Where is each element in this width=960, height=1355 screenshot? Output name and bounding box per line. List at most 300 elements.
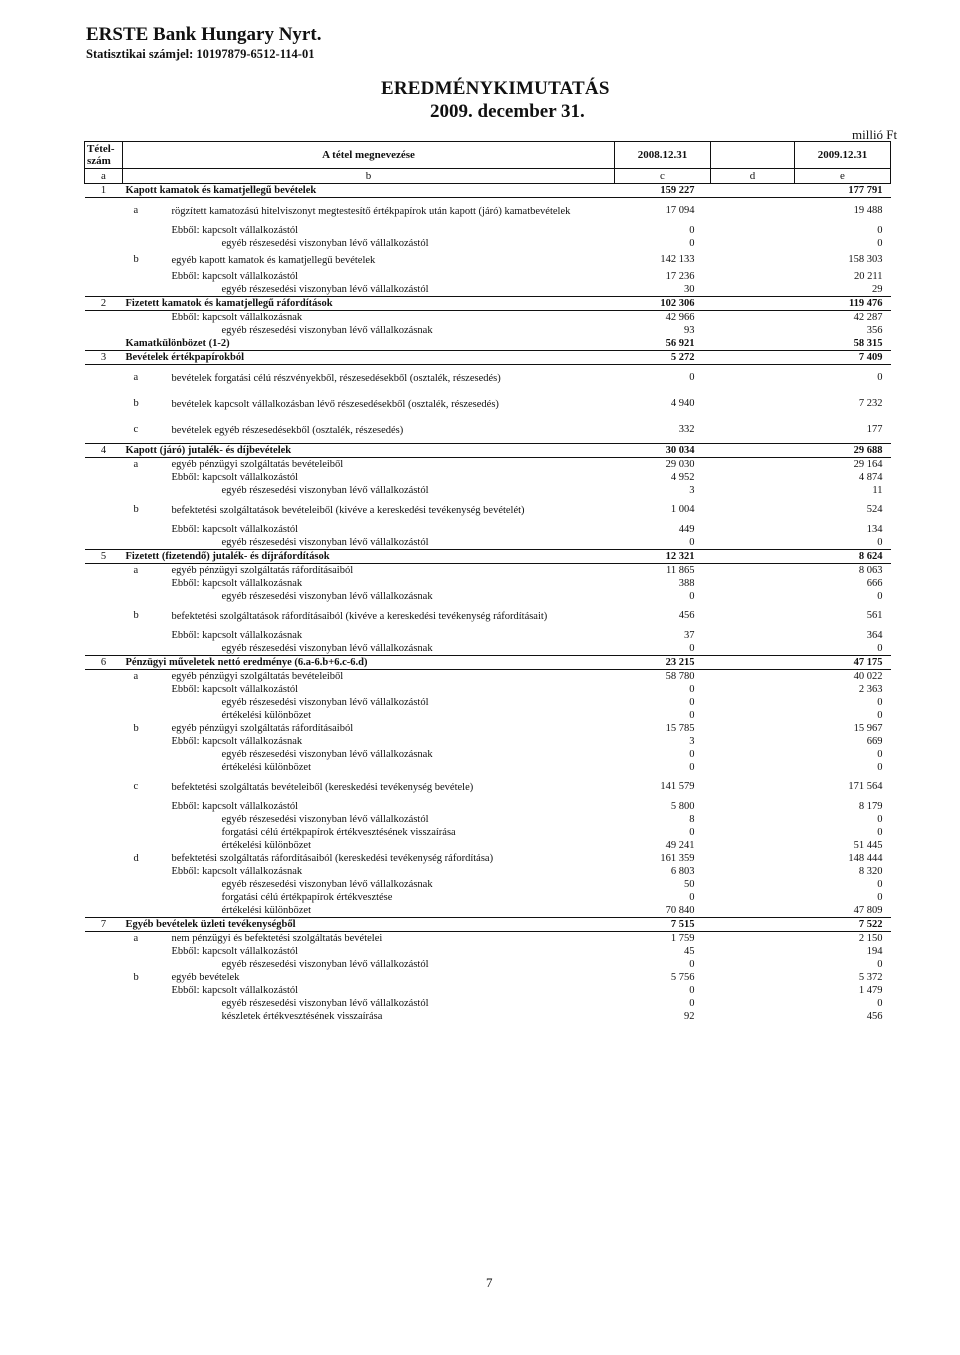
item-label-text: Ebből: kapcsolt vállalkozásnak — [171, 736, 303, 747]
table-row — [85, 590, 891, 603]
item-number — [85, 603, 123, 629]
value-2009: 19 488 — [853, 205, 883, 216]
table-row — [85, 270, 891, 283]
item-label — [123, 984, 615, 997]
value-2009: 0 — [877, 224, 883, 236]
item-label — [123, 391, 615, 417]
value-2009: 0 — [877, 748, 883, 760]
value-2009: 8 179 — [858, 800, 883, 812]
value-2009: 15 967 — [853, 722, 883, 734]
col-header-2009: 2009.12.31 — [795, 142, 891, 169]
sub-item-letter: a — [133, 372, 139, 383]
value-2008: 8 — [689, 813, 695, 825]
table-row — [85, 283, 891, 297]
value-2009: 666 — [866, 577, 883, 589]
empty-cell — [711, 458, 795, 472]
sub-item-letter: b — [133, 254, 139, 265]
item-label-text: nem pénzügyi és befektetési szolgáltatás bevételei — [171, 933, 383, 944]
value-2008: 0 — [689, 748, 695, 760]
value-2009: 177 791 — [795, 184, 891, 198]
item-label-text: Ebből: kapcsolt vállalkozásnak — [171, 630, 303, 641]
item-number — [85, 270, 123, 283]
table-row — [85, 224, 891, 237]
item-label-text: egyéb részesedési viszonyban lévő vállalkozástól — [221, 959, 429, 970]
item-label-text: egyéb pénzügyi szolgáltatás ráfordításaiból — [171, 723, 354, 734]
value-2009: 8 624 — [795, 550, 891, 564]
value-2008: 332 — [678, 424, 695, 435]
item-label — [123, 642, 615, 656]
item-number — [85, 391, 123, 417]
value-2008: 0 — [689, 590, 695, 602]
table-row — [85, 958, 891, 971]
table-row — [85, 945, 891, 958]
item-number — [85, 722, 123, 735]
empty-cell — [711, 324, 795, 337]
table-row — [85, 365, 891, 392]
empty-cell — [711, 800, 795, 813]
value-2009: 40 022 — [853, 670, 883, 682]
value-2008: 0 — [689, 997, 695, 1009]
value-2009: 51 445 — [853, 839, 883, 851]
table-row — [85, 417, 891, 444]
table-row — [85, 198, 891, 225]
item-label — [123, 365, 615, 392]
header-row — [85, 142, 891, 169]
empty-cell — [711, 497, 795, 523]
value-2008: 388 — [678, 577, 695, 589]
item-label-text: Ebből: kapcsolt vállalkozástól — [171, 946, 299, 957]
value-2008: 70 840 — [665, 904, 695, 916]
item-label — [123, 337, 615, 351]
item-label-text: Ebből: kapcsolt vállalkozástól — [171, 684, 299, 695]
item-label — [123, 709, 615, 722]
value-2008: 15 785 — [665, 722, 695, 734]
value-2009: 0 — [877, 372, 883, 383]
item-number — [85, 826, 123, 839]
empty-cell — [711, 670, 795, 684]
item-label-text: egyéb részesedési viszonyban lévő vállalkozásnak — [221, 325, 433, 336]
empty-cell — [711, 270, 795, 283]
item-number: 2 — [85, 297, 123, 311]
table-row — [85, 523, 891, 536]
empty-cell — [711, 696, 795, 709]
table-row — [85, 813, 891, 826]
value-2009: 4 874 — [858, 471, 883, 483]
value-2008: 5 800 — [670, 800, 695, 812]
col-letter-e: e — [795, 169, 891, 184]
item-label — [123, 932, 615, 946]
item-label-text: Pénzügyi műveletek nettó eredménye (6.a-6.b+6.c-6.d) — [125, 657, 368, 668]
document-title: EREDMÉNYKIMUTATÁS — [381, 78, 610, 99]
value-2009: 58 315 — [853, 337, 883, 349]
item-number: 6 — [85, 656, 123, 670]
value-2008: 23 215 — [615, 656, 711, 670]
item-number — [85, 577, 123, 590]
document-date: 2009. december 31. — [430, 101, 585, 122]
value-2009: 158 303 — [848, 254, 883, 265]
empty-cell — [711, 852, 795, 865]
item-label — [123, 826, 615, 839]
value-2008: 159 227 — [615, 184, 711, 198]
bank-name: ERSTE Bank Hungary Nyrt. — [86, 24, 322, 45]
item-number — [85, 1010, 123, 1023]
empty-cell — [711, 839, 795, 852]
item-number — [85, 237, 123, 250]
value-2008: 30 034 — [615, 444, 711, 458]
value-2009: 0 — [877, 891, 883, 903]
sub-item-letter: b — [133, 610, 139, 621]
table-row — [85, 536, 891, 550]
value-2009: 20 211 — [854, 270, 883, 282]
item-label-text: egyéb pénzügyi szolgáltatás ráfordításaiból — [171, 565, 354, 576]
item-label-text: befektetési szolgáltatás bevételeiből (kereskedési tevékenység bevétele) — [171, 781, 474, 793]
empty-cell — [711, 761, 795, 774]
table-row — [85, 800, 891, 813]
empty-cell — [711, 471, 795, 484]
table-row — [85, 564, 891, 578]
item-label-text: bevételek egyéb részesedésekből (osztalék, részesedés) — [171, 424, 404, 436]
value-2008: 37 — [684, 629, 695, 641]
table-row — [85, 629, 891, 642]
table-row — [85, 237, 891, 250]
item-label-text: egyéb részesedési viszonyban lévő vállalkozásnak — [221, 879, 433, 890]
item-number — [85, 629, 123, 642]
item-number — [85, 904, 123, 918]
value-2009: 42 287 — [853, 311, 883, 323]
item-label-text: bevételek kapcsolt vállalkozásban lévő részesedésekből (osztalék, részesedés) — [171, 398, 499, 410]
table-row — [85, 484, 891, 497]
value-2008: 30 — [684, 283, 695, 295]
value-2009: 29 — [872, 283, 883, 295]
item-label — [123, 997, 615, 1010]
empty-cell — [711, 550, 795, 564]
sub-item-letter: a — [133, 932, 139, 944]
value-2008: 49 241 — [665, 839, 695, 851]
sub-item-letter: a — [133, 205, 139, 216]
sub-item-letter: b — [133, 504, 139, 515]
item-label-text: Bevételek értékpapírokból — [125, 352, 245, 363]
value-2008: 92 — [684, 1010, 695, 1022]
item-number: 7 — [85, 918, 123, 932]
value-2008: 0 — [689, 237, 695, 249]
item-number — [85, 250, 123, 270]
col-letter-d: d — [711, 169, 795, 184]
sub-item-letter: b — [133, 398, 139, 409]
table-row — [85, 351, 891, 365]
item-number — [85, 536, 123, 550]
table-row — [85, 656, 891, 670]
item-label-text: értékelési különbözet — [221, 762, 312, 773]
empty-cell — [711, 283, 795, 297]
item-label-text: Ebből: kapcsolt vállalkozásnak — [171, 312, 303, 323]
table-row — [85, 324, 891, 337]
item-label — [123, 748, 615, 761]
sub-item-letter: a — [133, 670, 139, 682]
value-2008: 3 — [689, 484, 695, 496]
value-2008: 1 759 — [670, 932, 695, 944]
value-2009: 7 232 — [858, 398, 883, 409]
value-2008: 6 803 — [670, 865, 695, 877]
item-label-text: egyéb pénzügyi szolgáltatás bevételeiből — [171, 671, 344, 682]
item-label-text: Ebből: kapcsolt vállalkozásnak — [171, 866, 303, 877]
item-number — [85, 878, 123, 891]
empty-cell — [711, 918, 795, 932]
sub-item-letter: b — [133, 722, 139, 734]
table-row — [85, 337, 891, 351]
table-row — [85, 497, 891, 523]
table-row — [85, 826, 891, 839]
item-label — [123, 417, 615, 444]
table-row — [85, 311, 891, 325]
item-label-text: egyéb részesedési viszonyban lévő vállalkozástól — [221, 238, 429, 249]
value-2008: 161 359 — [660, 852, 695, 864]
item-number — [85, 997, 123, 1010]
item-label-text: Fizetett kamatok és kamatjellegű ráfordítások — [125, 298, 333, 309]
value-2009: 0 — [877, 590, 883, 602]
item-label-text: Ebből: kapcsolt vállalkozástól — [171, 225, 299, 236]
col-header-item-name: A tétel megnevezése — [123, 142, 615, 169]
item-number — [85, 417, 123, 444]
empty-cell — [711, 709, 795, 722]
value-2009: 171 564 — [848, 781, 883, 792]
value-2009: 2 150 — [858, 932, 883, 944]
item-number — [85, 839, 123, 852]
table-row — [85, 577, 891, 590]
value-2009: 8 063 — [858, 564, 883, 576]
sub-item-letter: a — [133, 564, 139, 576]
empty-cell — [711, 603, 795, 629]
item-number — [85, 642, 123, 656]
value-2008: 45 — [684, 945, 695, 957]
item-label-text: egyéb részesedési viszonyban lévő vállalkozásnak — [221, 749, 433, 760]
value-2008: 0 — [689, 372, 695, 383]
table-row — [85, 852, 891, 865]
value-2008: 29 030 — [665, 458, 695, 470]
item-label — [123, 550, 615, 564]
value-2009: 8 320 — [858, 865, 883, 877]
item-label-text: Egyéb bevételek üzleti tevékenységből — [125, 919, 296, 930]
value-2009: 0 — [877, 642, 883, 654]
item-number: 1 — [85, 184, 123, 198]
item-label — [123, 283, 615, 297]
item-label — [123, 722, 615, 735]
value-2008: 449 — [678, 523, 695, 535]
empty-cell — [711, 536, 795, 550]
value-2009: 456 — [866, 1010, 883, 1022]
value-2008: 0 — [689, 984, 695, 996]
item-label-text: forgatási célú értékpapírok értékvesztésének visszaírása — [221, 827, 456, 838]
item-number — [85, 709, 123, 722]
table-row — [85, 735, 891, 748]
item-label — [123, 564, 615, 578]
statistical-id: Statisztikai számjel: 10197879-6512-114-01 — [86, 47, 315, 61]
item-label — [123, 865, 615, 878]
table-row — [85, 550, 891, 564]
value-2009: 29 164 — [853, 458, 883, 470]
item-label-text: értékelési különbözet — [221, 905, 312, 916]
value-2008: 5 272 — [615, 351, 711, 365]
item-label — [123, 270, 615, 283]
item-label-text: Ebből: kapcsolt vállalkozástól — [171, 985, 299, 996]
col-letter-c: c — [615, 169, 711, 184]
empty-cell — [711, 237, 795, 250]
table-body — [85, 184, 891, 1024]
value-2009: 29 688 — [795, 444, 891, 458]
item-label — [123, 945, 615, 958]
item-number: 3 — [85, 351, 123, 365]
value-2009: 561 — [866, 610, 883, 621]
item-label-text: értékelési különbözet — [221, 840, 312, 851]
item-number — [85, 984, 123, 997]
table-row — [85, 458, 891, 472]
value-2009: 47 175 — [795, 656, 891, 670]
table-row — [85, 444, 891, 458]
item-label-text: egyéb pénzügyi szolgáltatás bevételeiből — [171, 459, 344, 470]
value-2009: 0 — [877, 958, 883, 970]
table-row — [85, 696, 891, 709]
value-2008: 0 — [689, 642, 695, 654]
empty-cell — [711, 484, 795, 497]
empty-cell — [711, 417, 795, 444]
value-2008: 7 515 — [615, 918, 711, 932]
item-label-text: egyéb kapott kamatok és kamatjellegű bevételek — [171, 254, 376, 266]
item-label-text: forgatási célú értékpapírok értékvesztése — [221, 892, 393, 903]
item-label — [123, 458, 615, 472]
value-2009: 0 — [877, 826, 883, 838]
empty-cell — [711, 683, 795, 696]
value-2008: 3 — [689, 735, 695, 747]
item-label — [123, 1010, 615, 1023]
item-label-text: egyéb részesedési viszonyban lévő vállalkozástól — [221, 697, 429, 708]
value-2009: 11 — [872, 484, 883, 496]
header-letter-row — [85, 169, 891, 184]
table-row — [85, 1010, 891, 1023]
item-label — [123, 224, 615, 237]
empty-cell — [711, 813, 795, 826]
empty-cell — [711, 297, 795, 311]
item-number — [85, 865, 123, 878]
empty-cell — [711, 590, 795, 603]
item-label — [123, 324, 615, 337]
item-label — [123, 971, 615, 984]
item-number — [85, 497, 123, 523]
value-2008: 12 321 — [615, 550, 711, 564]
item-number — [85, 932, 123, 946]
value-2008: 17 094 — [665, 205, 695, 216]
empty-cell — [711, 748, 795, 761]
table-row — [85, 878, 891, 891]
value-2009: 364 — [866, 629, 883, 641]
item-label-text: Kapott (járó) jutalék- és díjbevételek — [125, 445, 292, 456]
col-letter-a: a — [85, 169, 123, 184]
item-label — [123, 670, 615, 684]
item-label — [123, 184, 615, 198]
table-row — [85, 722, 891, 735]
value-2008: 102 306 — [615, 297, 711, 311]
table-row — [85, 761, 891, 774]
item-number — [85, 735, 123, 748]
item-label-text: készletek értékvesztésének visszaírása — [221, 1011, 383, 1022]
value-2008: 17 236 — [665, 270, 695, 282]
item-number — [85, 761, 123, 774]
empty-cell — [711, 932, 795, 946]
empty-cell — [711, 984, 795, 997]
item-label-text: Ebből: kapcsolt vállalkozásnak — [171, 578, 303, 589]
table-row — [85, 918, 891, 932]
table-row — [85, 748, 891, 761]
unit-label: millió Ft — [852, 127, 898, 142]
value-2009: 194 — [866, 945, 883, 957]
value-2008: 456 — [678, 610, 695, 621]
item-number: 5 — [85, 550, 123, 564]
empty-cell — [711, 722, 795, 735]
item-label-text: Ebből: kapcsolt vállalkozástól — [171, 801, 299, 812]
item-number: 4 — [85, 444, 123, 458]
value-2009: 119 476 — [795, 297, 891, 311]
item-label-text: egyéb részesedési viszonyban lévő vállalkozástól — [221, 998, 429, 1009]
item-number — [85, 958, 123, 971]
item-label — [123, 577, 615, 590]
income-statement-table — [84, 141, 891, 1023]
value-2009: 47 809 — [853, 904, 883, 916]
value-2008: 0 — [689, 536, 695, 548]
item-label — [123, 523, 615, 536]
item-label-text: Fizetett (fizetendő) jutalék- és díjráfordítások — [125, 551, 330, 562]
empty-cell — [711, 444, 795, 458]
item-label — [123, 878, 615, 891]
empty-cell — [711, 656, 795, 670]
empty-cell — [711, 735, 795, 748]
empty-cell — [711, 250, 795, 270]
item-number — [85, 564, 123, 578]
value-2008: 42 966 — [665, 311, 695, 323]
empty-cell — [711, 523, 795, 536]
value-2008: 0 — [689, 826, 695, 838]
item-number — [85, 696, 123, 709]
col-header-item-number: Tétel-szám — [85, 142, 123, 169]
item-label — [123, 311, 615, 325]
item-label — [123, 444, 615, 458]
empty-cell — [711, 878, 795, 891]
item-number — [85, 458, 123, 472]
item-label-text: befektetési szolgáltatás ráfordításaiból (kereskedési tevékenység ráfordítása) — [171, 853, 494, 864]
table-row — [85, 904, 891, 918]
item-label — [123, 774, 615, 800]
empty-cell — [711, 311, 795, 325]
empty-cell — [711, 577, 795, 590]
sub-item-letter: b — [133, 971, 139, 983]
item-number — [85, 324, 123, 337]
table-row — [85, 670, 891, 684]
item-number — [85, 224, 123, 237]
sub-item-letter: d — [133, 852, 139, 864]
sub-item-letter: a — [133, 458, 139, 470]
item-label — [123, 198, 615, 225]
empty-cell — [711, 564, 795, 578]
item-number — [85, 590, 123, 603]
item-label — [123, 590, 615, 603]
item-number — [85, 945, 123, 958]
value-2008: 4 952 — [670, 471, 695, 483]
value-2009: 0 — [877, 878, 883, 890]
value-2008: 50 — [684, 878, 695, 890]
value-2008: 11 865 — [666, 564, 695, 576]
item-number — [85, 971, 123, 984]
table-row — [85, 932, 891, 946]
item-label-text: Ebből: kapcsolt vállalkozástól — [171, 524, 299, 535]
value-2008: 1 004 — [670, 504, 695, 515]
table-row — [85, 297, 891, 311]
